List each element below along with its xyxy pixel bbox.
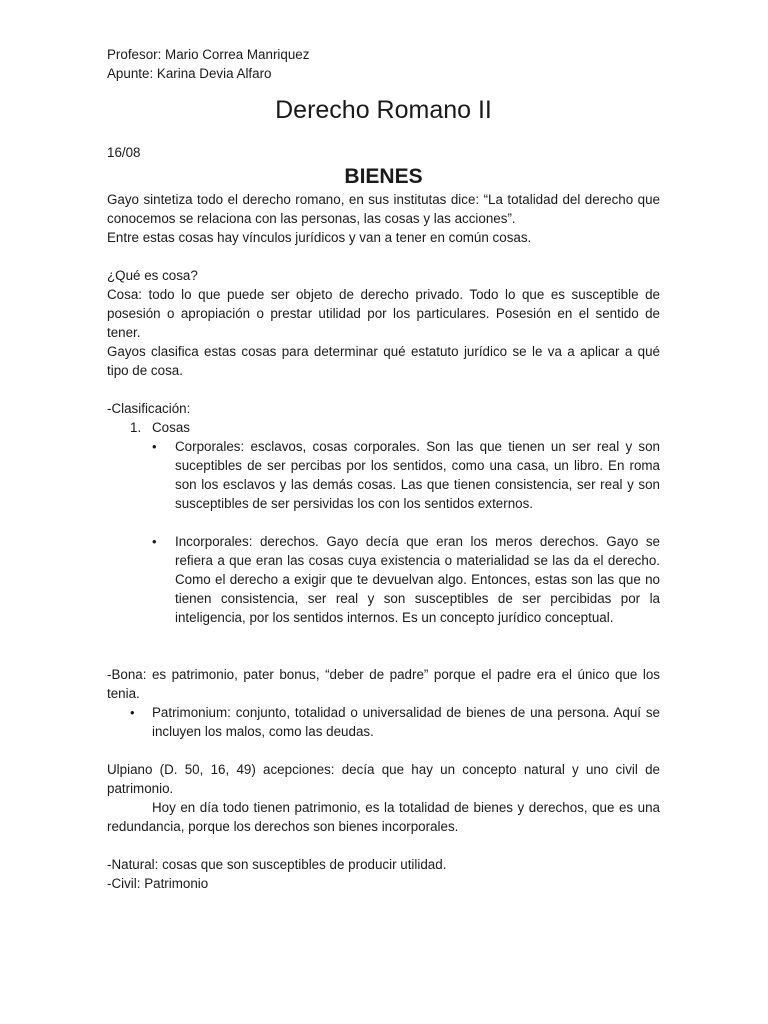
bullet-incorporales	[107, 532, 660, 627]
natural-definition: -Natural: cosas que son susceptibles de producir utilidad.	[107, 857, 447, 872]
lecture-date: 16/08	[107, 145, 141, 160]
bona-paragraph: -Bona: es patrimonio, pater bonus, “deber de padre” porque el padre era el único que los tenia.	[107, 667, 660, 701]
cosa-classification-note: Gayos clasifica estas cosas para determinar qué estatuto jurídico se le va a aplicar a qué tipo de cosa.	[107, 344, 660, 378]
numbered-item-cosas	[107, 418, 660, 437]
intro-paragraph-2: Entre estas cosas hay vínculos jurídicos y van a tener en común cosas.	[107, 230, 532, 245]
section-title: BIENES	[344, 165, 423, 188]
incorporales-text: Incorporales: derechos. Gayo decía que eran los meros derechos. Gayo se refiera a que eran las cosas cuya existencia o materialidad se las da el derecho. Como el derecho a exigir que te devuelvan algo. Entonces, estas son las que no tienen consistencia, ser real y son susceptibles de ser percibidas por la inteligencia, por los sentidos internos. Es un concepto jurídico conceptual.	[175, 534, 660, 625]
bullet-patrimonium	[107, 703, 660, 741]
bullet-icon: •	[152, 534, 157, 549]
classification-heading: -Clasificación:	[107, 401, 191, 416]
document-title: Derecho Romano II	[275, 96, 492, 124]
patrimonium-text: Patrimonium: conjunto, totalidad o universalidad de bienes de una persona. Aquí se incluyen los malos, como las deudas.	[152, 705, 660, 739]
professor-line: Profesor: Mario Correa Manriquez	[107, 47, 310, 62]
corporales-text: Corporales: esclavos, cosas corporales. Son las que tienen un ser real y son suceptibles de ser percibas por los sentidos, como una casa, un libro. En roma son los esclavos y las demás cosas. Las que tienen consistencia, ser real y son susceptibles de ser persividas los con los sentidos externos.	[175, 439, 660, 511]
ulpiano-paragraph-2: Hoy en día todo tienen patrimonio, es la totalidad de bienes y derechos, que es una redundancia, porque los derechos son bienes incorporales.	[107, 800, 660, 834]
item-label: Cosas	[152, 420, 190, 435]
intro-paragraph: Gayo sintetiza todo el derecho romano, en sus institutas dice: “La totalidad del derecho que conocemos se relaciona con las personas, las cosas y las acciones”.	[107, 192, 660, 226]
civil-definition: -Civil: Patrimonio	[107, 876, 209, 891]
bullet-icon: •	[130, 705, 135, 720]
bullet-corporales	[107, 437, 660, 513]
bullet-icon: •	[152, 439, 157, 454]
cosa-definition: Cosa: todo lo que puede ser objeto de derecho privado. Todo lo que es susceptible de posesión o apropiación o prestar utilidad por los particulares. Posesión en el sentido de tener.	[107, 287, 660, 340]
ulpiano-paragraph: Ulpiano (D. 50, 16, 49) acepciones: decía que hay un concepto natural y uno civil de patrimonio.	[107, 762, 660, 796]
cosa-question: ¿Qué es cosa?	[107, 268, 198, 283]
notes-author-line: Apunte: Karina Devia Alfaro	[107, 66, 272, 81]
document-content	[107, 45, 660, 893]
item-number: 1.	[130, 420, 142, 435]
